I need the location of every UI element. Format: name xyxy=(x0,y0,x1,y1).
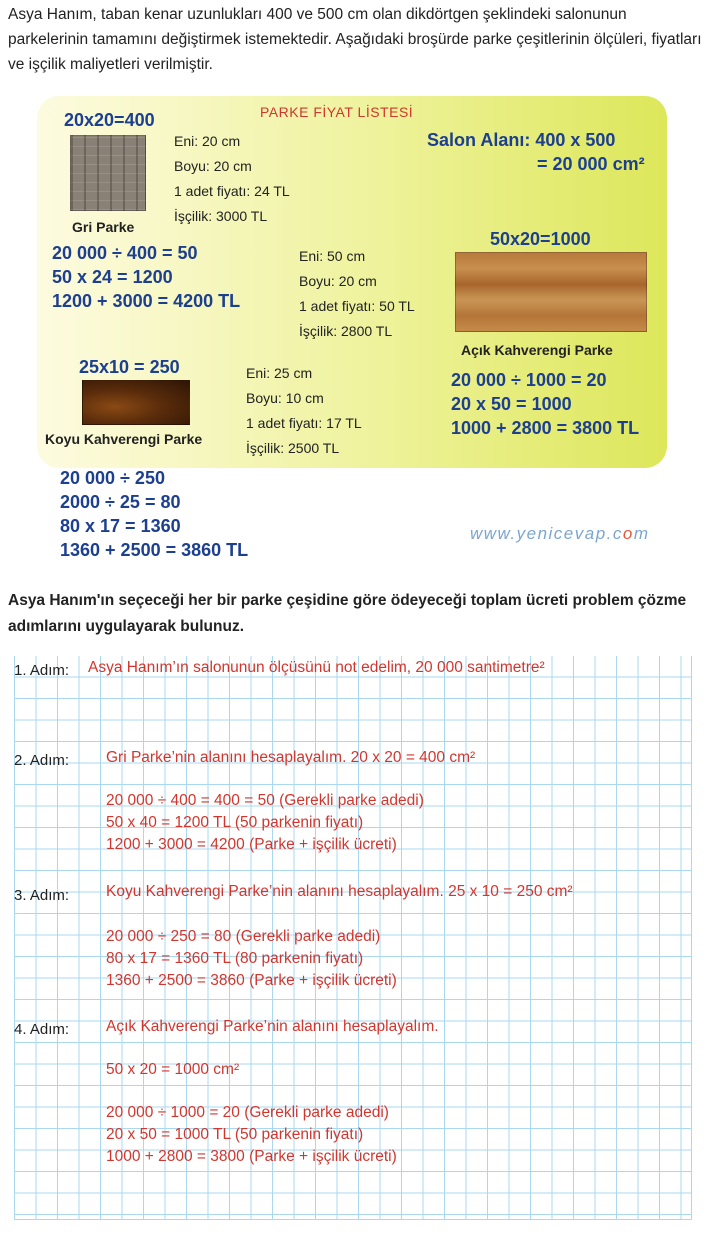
calc-line: 1200 + 3000 = 4200 TL xyxy=(52,291,241,311)
question-text: Asya Hanım'ın seçeceği her bir parke çeşidine göre ödeyeceği toplam ücreti problem çözme adımlarını uygulayarak bulunuz. xyxy=(8,592,687,635)
calc-line: 20 000 ÷ 400 = 50 xyxy=(52,243,198,263)
koyu-specs xyxy=(246,361,362,461)
koyu-parke-label: Koyu Kahverengi Parke xyxy=(45,431,203,447)
gri-calc xyxy=(52,241,240,313)
spec-line: İşçilik: 3000 TL xyxy=(174,208,268,224)
step-3-line: 80 x 17 = 1360 TL (80 parkenin fiyatı) xyxy=(106,950,364,967)
site-watermark: www.yenicevap.com xyxy=(470,524,650,543)
koyu-parke-image xyxy=(82,380,190,425)
salon-area-line1: Salon Alanı: 400 x 500 xyxy=(427,130,616,150)
step-2-line: 1200 + 3000 = 4200 (Parke + işçilik ücreti) xyxy=(106,836,397,853)
acik-parke-label: Açık Kahverengi Parke xyxy=(461,342,613,358)
step-3-line: 20 000 ÷ 250 = 80 (Gerekli parke adedi) xyxy=(106,928,381,945)
acik-parke-image xyxy=(455,252,647,332)
acik-specs xyxy=(299,244,415,344)
step-3-line: Koyu Kahverengi Parke’nin alanını hesaplayalım. 25 x 10 = 250 cm² xyxy=(106,883,573,900)
step-4-line: 20 x 50 = 1000 TL (50 parkenin fiyatı) xyxy=(106,1126,364,1143)
spec-line: 1 adet fiyatı: 17 TL xyxy=(246,415,362,431)
spec-line: Boyu: 20 cm xyxy=(299,273,377,289)
acik-area-note: 50x20=1000 xyxy=(490,229,591,249)
step-3-line: 1360 + 2500 = 3860 (Parke + işçilik ücreti) xyxy=(106,972,397,989)
koyu-area-note: 25x10 = 250 xyxy=(79,357,180,377)
spec-line: Eni: 25 cm xyxy=(246,365,313,381)
step-2-label: 2. Adım: xyxy=(14,752,70,769)
step-2-line: 20 000 ÷ 400 = 400 = 50 (Gerekli parke adedi) xyxy=(106,792,424,809)
answer-grid xyxy=(14,656,692,1220)
price-brochure xyxy=(37,96,667,468)
salon-area-line2: = 20 000 cm² xyxy=(537,154,645,174)
step-2-line: Gri Parke’nin alanını hesaplayalım. 20 x 20 = 400 cm² xyxy=(106,749,476,766)
step-4-line: 50 x 20 = 1000 cm² xyxy=(106,1061,240,1078)
calc-line: 80 x 17 = 1360 xyxy=(60,516,181,536)
step-1-line: Asya Hanım’ın salonunun ölçüsünü not edelim, 20 000 santimetre² xyxy=(88,659,545,676)
step-4-label: 4. Adım: xyxy=(14,1021,70,1038)
spec-line: 1 adet fiyatı: 50 TL xyxy=(299,298,415,314)
koyu-calc xyxy=(60,466,248,562)
step-4-line: Açık Kahverengi Parke’nin alanını hesaplayalım. xyxy=(106,1018,439,1035)
spec-line: Eni: 50 cm xyxy=(299,248,366,264)
step-3-label: 3. Adım: xyxy=(14,887,70,904)
calc-line: 2000 ÷ 25 = 80 xyxy=(60,492,181,512)
gri-specs xyxy=(174,129,290,229)
calc-line: 20 000 ÷ 250 xyxy=(60,468,165,488)
calc-line: 1360 + 2500 = 3860 TL xyxy=(60,540,249,560)
calc-line: 1000 + 2800 = 3800 TL xyxy=(451,418,640,438)
gri-parke-label: Gri Parke xyxy=(72,219,135,235)
step-1-label: 1. Adım: xyxy=(14,662,70,679)
step-4-line: 20 000 ÷ 1000 = 20 (Gerekli parke adedi) xyxy=(106,1104,389,1121)
acik-calc xyxy=(451,368,639,440)
spec-line: Boyu: 20 cm xyxy=(174,158,252,174)
spec-line: Boyu: 10 cm xyxy=(246,390,324,406)
calc-line: 20 000 ÷ 1000 = 20 xyxy=(451,370,607,390)
step-4-line: 1000 + 2800 = 3800 (Parke + işçilik ücreti) xyxy=(106,1148,397,1165)
brochure-title: PARKE FİYAT LİSTESİ xyxy=(260,104,414,120)
spec-line: İşçilik: 2800 TL xyxy=(299,323,393,339)
gri-parke-image xyxy=(70,135,146,211)
spec-line: İşçilik: 2500 TL xyxy=(246,440,340,456)
calc-line: 20 x 50 = 1000 xyxy=(451,394,572,414)
gri-area-note: 20x20=400 xyxy=(64,110,155,130)
spec-line: Eni: 20 cm xyxy=(174,133,241,149)
step-2-line: 50 x 40 = 1200 TL (50 parkenin fiyatı) xyxy=(106,814,364,831)
spec-line: 1 adet fiyatı: 24 TL xyxy=(174,183,290,199)
calc-line: 50 x 24 = 1200 xyxy=(52,267,173,287)
problem-intro: Asya Hanım, taban kenar uzunlukları 400 ve 500 cm olan dikdörtgen şeklindeki salonunun parkelerinin tamamını değiştirmek istemektedir. Aşağıdaki broşürde parke çeşitlerinin ölçüleri, fiyatları ve işçilik maliyetleri verilmiştir. xyxy=(8,6,702,73)
